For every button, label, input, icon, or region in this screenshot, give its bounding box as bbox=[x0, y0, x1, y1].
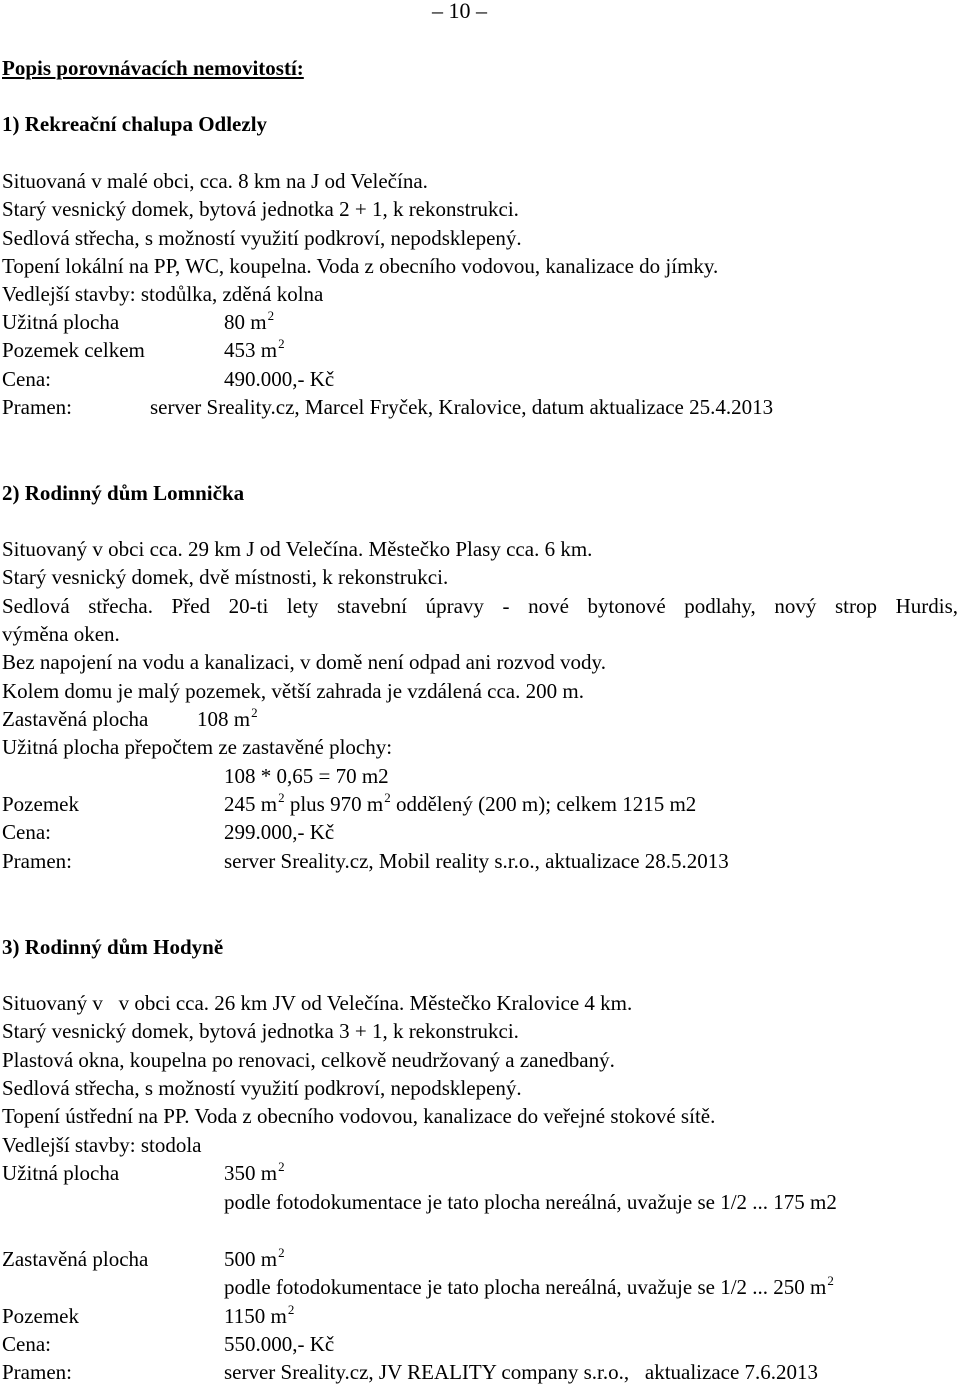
built-area-label: Zastavěná plocha bbox=[2, 1247, 149, 1271]
source-value: server Sreality.cz, JV REALITY company s.r.o., aktualizace 7.6.2013 bbox=[224, 1360, 819, 1384]
property-3-price-row bbox=[2, 1331, 335, 1357]
built-area-value: 108 $m^2$ bbox=[197, 705, 258, 731]
price-label: Cena: bbox=[2, 1332, 51, 1356]
property-1-source-row bbox=[2, 394, 774, 420]
land-value: 1150 $m^2$ bbox=[224, 1302, 295, 1328]
property-2-source-row bbox=[2, 848, 729, 874]
property-3-land-row bbox=[2, 1302, 295, 1329]
property-2-line: Sedlová střecha. Před 20-ti lety stavební úpravy - nové bytonové podlahy, nový strop Hurdis, bbox=[2, 594, 958, 618]
price-value: 550.000,- Kč bbox=[224, 1332, 335, 1356]
property-2-calculation: 108 * 0,65 = 70 m2 bbox=[224, 764, 389, 788]
property-1-line: Situovaná v malé obci, cca. 8 km na J od Velečína. bbox=[2, 169, 428, 193]
property-3-built-area-row bbox=[2, 1245, 285, 1272]
land-label: Pozemek bbox=[2, 792, 79, 816]
property-2-line: Situovaný v obci cca. 29 km J od Velečína. Městečko Plasy cca. 6 km. bbox=[2, 537, 593, 561]
property-1-land-row bbox=[2, 336, 285, 363]
built-area-value: 500 $m^2$ bbox=[224, 1245, 285, 1271]
property-1-usable-area-row bbox=[2, 308, 275, 335]
property-3-line: Plastová okna, koupelna po renovaci, celkově neudržovaný a zanedbaný. bbox=[2, 1048, 615, 1072]
price-label: Cena: bbox=[2, 367, 51, 391]
property-3-line: Situovaný v v obci cca. 26 km JV od Velečína. Městečko Kralovice 4 km. bbox=[2, 991, 633, 1015]
built-area-label: Zastavěná plocha bbox=[2, 707, 149, 731]
property-3-usable-area-note: podle fotodokumentace je tato plocha nereálná, uvažuje se 1/2 ... 175 m2 bbox=[224, 1190, 837, 1214]
land-value: 245 $m^2$ plus 970 $m^2$ oddělený (200 m); celkem 1215 m2 bbox=[224, 790, 697, 816]
property-1-line: Starý vesnický domek, bytová jednotka 2 + 1, k rekonstrukci. bbox=[2, 197, 519, 221]
property-2-line: Bez napojení na vodu a kanalizaci, v domě není odpad ani rozvod vody. bbox=[2, 650, 606, 674]
land-value: 453 $m^2$ bbox=[224, 336, 285, 362]
property-2-land-row bbox=[2, 790, 697, 817]
property-3-built-area-note: podle fotodokumentace je tato plocha nereálná, uvažuje se 1/2 ... 250 $m^2$ bbox=[224, 1273, 834, 1299]
usable-area-label: Užitná plocha bbox=[2, 1161, 120, 1185]
usable-area-value: 80 $m^2$ bbox=[224, 308, 275, 334]
source-label: Pramen: bbox=[2, 849, 72, 873]
property-2-usable-area-line: Užitná plocha přepočtem ze zastavěné plochy: bbox=[2, 735, 393, 759]
property-2-line: výměna oken. bbox=[2, 622, 120, 646]
property-1-line: Sedlová střecha, s možností využití podkroví, nepodsklepený. bbox=[2, 226, 522, 250]
property-3-line: Vedlejší stavby: stodola bbox=[2, 1133, 202, 1157]
page-number: – 10 – bbox=[432, 0, 487, 23]
document-heading: Popis porovnávacích nemovitostí: bbox=[2, 56, 304, 80]
property-2-line: Starý vesnický domek, dvě místnosti, k rekonstrukci. bbox=[2, 565, 449, 589]
property-2-line: Kolem domu je malý pozemek, větší zahrada je vzdálená cca. 200 m. bbox=[2, 679, 584, 703]
property-3-usable-area-row bbox=[2, 1159, 285, 1186]
property-3-line: Topení ústřední na PP. Voda z obecního vodovou, kanalizace do veřejné stokové sítě. bbox=[2, 1104, 716, 1128]
property-1-title: 1) Rekreační chalupa Odlezly bbox=[2, 112, 268, 136]
usable-area-value: 350 $m^2$ bbox=[224, 1159, 285, 1185]
land-label: Pozemek bbox=[2, 1304, 79, 1328]
usable-area-label: Užitná plocha bbox=[2, 310, 120, 334]
source-value: server Sreality.cz, Marcel Fryček, Kralovice, datum aktualizace 25.4.2013 bbox=[150, 395, 774, 419]
property-1-line: Topení lokální na PP, WC, koupelna. Voda z obecního vodovou, kanalizace do jímky. bbox=[2, 254, 719, 278]
price-value: 299.000,- Kč bbox=[224, 820, 335, 844]
property-3-source-row bbox=[2, 1359, 819, 1385]
property-3-line: Sedlová střecha, s možností využití podkroví, nepodsklepený. bbox=[2, 1076, 522, 1100]
property-2-price-row bbox=[2, 819, 335, 845]
land-label: Pozemek celkem bbox=[2, 338, 145, 362]
source-label: Pramen: bbox=[2, 1360, 72, 1384]
source-value: server Sreality.cz, Mobil reality s.r.o., aktualizace 28.5.2013 bbox=[224, 849, 729, 873]
property-3-title: 3) Rodinný dům Hodyně bbox=[2, 935, 224, 959]
source-label: Pramen: bbox=[2, 395, 72, 419]
property-2-title: 2) Rodinný dům Lomnička bbox=[2, 481, 245, 505]
property-3-line: Starý vesnický domek, bytová jednotka 3 + 1, k rekonstrukci. bbox=[2, 1019, 519, 1043]
price-value: 490.000,- Kč bbox=[224, 367, 335, 391]
property-1-price-row bbox=[2, 366, 335, 392]
property-1-line: Vedlejší stavby: stodůlka, zděná kolna bbox=[2, 282, 324, 306]
property-2-built-area-row bbox=[2, 705, 258, 732]
price-label: Cena: bbox=[2, 820, 51, 844]
